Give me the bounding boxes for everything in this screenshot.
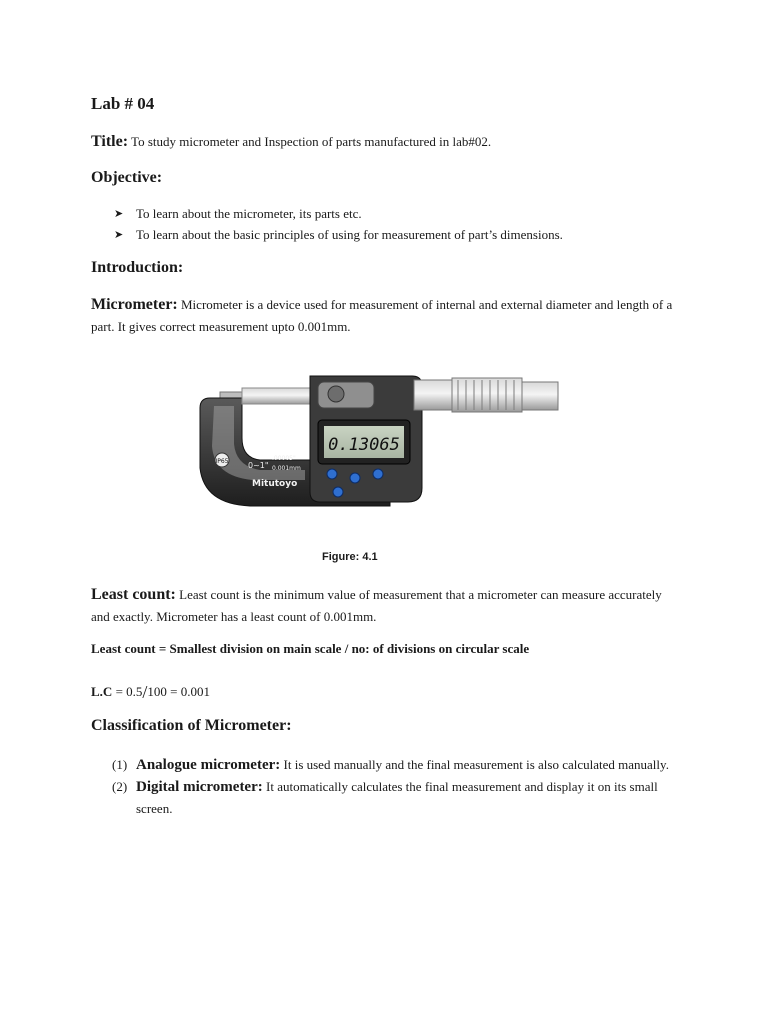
- item-text: It automatically calculates the final measurement and display it on its small screen.: [136, 779, 658, 816]
- equation-rhs: 100 = 0.001: [147, 684, 211, 699]
- title-line: [91, 133, 491, 151]
- equation-label: L.C: [91, 684, 113, 699]
- micrometer-figure: [190, 368, 570, 518]
- figure-caption: Figure: 4.1: [322, 551, 378, 563]
- equation-lhs: = 0.5: [112, 684, 143, 699]
- micrometer-label: Micrometer:: [91, 296, 178, 313]
- least-count-equation: [91, 680, 210, 701]
- objective-item-text: To learn about the basic principles of using for measurement of part’s dimensions.: [136, 227, 563, 242]
- item-number: (2): [112, 779, 128, 794]
- digital-micrometer-image: [190, 368, 570, 518]
- objective-heading: Objective:: [91, 169, 163, 186]
- title-text: To study micrometer and Inspection of parts manufactured in lab#02.: [128, 134, 492, 149]
- least-count-text: Least count is the minimum value of measurement that a micrometer can measure accurately and exactly. Micrometer has a least count of 0.001mm.: [91, 587, 662, 624]
- classification-list: [112, 754, 682, 820]
- item-label: Analogue micrometer:: [136, 757, 281, 773]
- list-item: [114, 224, 563, 245]
- list-item: [112, 754, 682, 776]
- frame-spec-1: .00005": [272, 455, 296, 462]
- list-item: [112, 776, 682, 820]
- frame-range: 0~1": [248, 461, 269, 470]
- objective-list: [114, 203, 563, 245]
- item-label: Digital micrometer:: [136, 779, 263, 795]
- lab-heading: Lab # 04: [91, 94, 155, 113]
- least-count-paragraph: [91, 584, 681, 628]
- frame-spec-2: 0.001mm: [272, 465, 301, 472]
- equation-slash: /: [142, 682, 148, 702]
- arrowhead-bullet-icon: ➤: [114, 228, 124, 241]
- brand-logo: Mitutoyo: [252, 479, 298, 489]
- display-reading: 0.13065: [328, 435, 400, 455]
- classification-heading: Classification of Micrometer:: [91, 717, 292, 734]
- arrowhead-bullet-icon: ➤: [114, 207, 124, 220]
- item-text: It is used manually and the final measurement is also calculated manually.: [280, 757, 669, 772]
- ip-badge: IP65: [215, 458, 229, 465]
- introduction-heading: Introduction:: [91, 259, 184, 276]
- list-item: [114, 203, 563, 224]
- objective-item-text: To learn about the micrometer, its parts etc.: [136, 206, 362, 221]
- least-count-formula: Least count = Smallest division on main scale / no: of divisions on circular scale: [91, 641, 530, 656]
- micrometer-text: Micrometer is a device used for measurement of internal and external diameter and length of a part. It gives correct measurement upto 0.001mm.: [91, 297, 673, 334]
- micrometer-paragraph: [91, 294, 681, 338]
- title-label: Title:: [91, 133, 129, 150]
- item-number: (1): [112, 757, 128, 772]
- least-count-label: Least count:: [91, 586, 176, 603]
